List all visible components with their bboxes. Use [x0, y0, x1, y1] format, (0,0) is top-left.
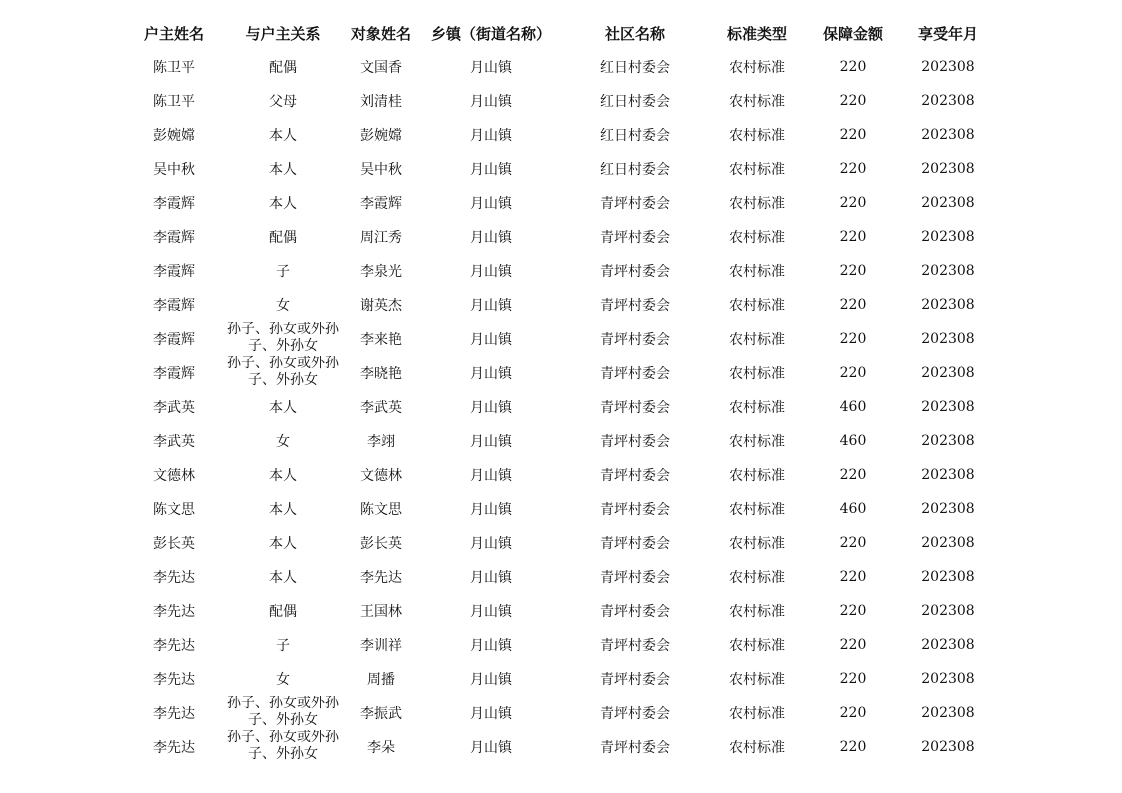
cell-recipient-name: 彭长英	[360, 536, 402, 552]
cell-benefit-month: 202308	[921, 637, 975, 653]
cell-township: 月山镇	[470, 570, 512, 586]
cell-township: 月山镇	[470, 536, 512, 552]
cell-community-name: 青坪村委会	[600, 332, 670, 348]
cell-householder-name: 李霞辉	[153, 196, 195, 212]
table-row	[128, 118, 1000, 152]
table-row	[128, 254, 1000, 288]
cell-relation-to-householder: 本人	[269, 570, 297, 586]
cell-benefit-amount: 220	[839, 161, 867, 177]
cell-relation-to-householder: 本人	[269, 196, 297, 212]
cell-relation-to-householder	[220, 730, 346, 764]
cell-relation-to-householder: 女	[276, 434, 290, 450]
cell-community-name: 青坪村委会	[600, 740, 670, 756]
table-row	[128, 50, 1000, 84]
cell-benefit-month: 202308	[921, 467, 975, 483]
cell-standard-type: 农村标准	[729, 672, 785, 688]
column-header-standard-type: 标准类型	[726, 24, 787, 43]
cell-standard-type: 农村标准	[729, 570, 785, 586]
cell-relation-to-householder: 女	[276, 298, 290, 314]
header-row	[128, 16, 1000, 50]
table-row	[128, 628, 1000, 662]
cell-township: 月山镇	[470, 60, 512, 76]
cell-standard-type: 农村标准	[729, 230, 785, 246]
cell-benefit-amount: 220	[839, 739, 867, 755]
cell-benefit-month: 202308	[921, 195, 975, 211]
cell-township: 月山镇	[470, 94, 512, 110]
cell-benefit-amount: 220	[839, 569, 867, 585]
cell-benefit-month: 202308	[921, 603, 975, 619]
cell-recipient-name: 李翊	[367, 434, 395, 450]
cell-benefit-amount: 460	[839, 399, 867, 415]
cell-township: 月山镇	[470, 400, 512, 416]
cell-benefit-month: 202308	[921, 501, 975, 517]
cell-householder-name: 李武英	[153, 400, 195, 416]
cell-benefit-month: 202308	[921, 705, 975, 721]
cell-householder-name: 李霞辉	[153, 298, 195, 314]
column-header-benefit-month: 享受年月	[917, 24, 978, 43]
cell-township: 月山镇	[470, 604, 512, 620]
cell-community-name: 青坪村委会	[600, 706, 670, 722]
cell-community-name: 青坪村委会	[600, 604, 670, 620]
cell-standard-type: 农村标准	[729, 366, 785, 382]
cell-householder-name: 陈文思	[153, 502, 195, 518]
cell-benefit-month: 202308	[921, 263, 975, 279]
table-row	[128, 560, 1000, 594]
table-row	[128, 84, 1000, 118]
cell-benefit-month: 202308	[921, 433, 975, 449]
table-row	[128, 424, 1000, 458]
cell-householder-name: 李先达	[153, 672, 195, 688]
table-row	[128, 288, 1000, 322]
cell-householder-name: 陈卫平	[153, 60, 195, 76]
cell-benefit-amount: 460	[839, 501, 867, 517]
cell-community-name: 红日村委会	[600, 60, 670, 76]
cell-community-name: 红日村委会	[600, 162, 670, 178]
cell-recipient-name: 王国林	[360, 604, 402, 620]
cell-householder-name: 李先达	[153, 604, 195, 620]
cell-householder-name: 李武英	[153, 434, 195, 450]
cell-recipient-name: 彭婉嫦	[360, 128, 402, 144]
cell-relation-to-householder: 子	[276, 638, 290, 654]
cell-benefit-amount: 220	[839, 93, 867, 109]
cell-township: 月山镇	[470, 706, 512, 722]
cell-standard-type: 农村标准	[729, 706, 785, 722]
cell-recipient-name: 李霞辉	[360, 196, 402, 212]
cell-recipient-name: 李来艳	[360, 332, 402, 348]
cell-recipient-name: 李武英	[360, 400, 402, 416]
cell-recipient-name: 文国香	[360, 60, 402, 76]
cell-householder-name: 彭婉嫦	[153, 128, 195, 144]
cell-standard-type: 农村标准	[729, 298, 785, 314]
cell-benefit-amount: 220	[839, 671, 867, 687]
cell-benefit-amount: 220	[839, 365, 867, 381]
cell-township: 月山镇	[470, 638, 512, 654]
cell-benefit-month: 202308	[921, 535, 975, 551]
cell-township: 月山镇	[470, 298, 512, 314]
cell-standard-type: 农村标准	[729, 264, 785, 280]
cell-recipient-name: 李振武	[360, 706, 402, 722]
cell-text: 孙子、孙女或外孙子、外孙女	[227, 356, 339, 387]
cell-benefit-month: 202308	[921, 671, 975, 687]
cell-township: 月山镇	[470, 332, 512, 348]
cell-benefit-month: 202308	[921, 59, 975, 75]
cell-relation-to-householder: 配偶	[269, 60, 297, 76]
cell-benefit-amount: 220	[839, 467, 867, 483]
cell-householder-name: 李霞辉	[153, 230, 195, 246]
cell-community-name: 青坪村委会	[600, 298, 670, 314]
cell-township: 月山镇	[470, 434, 512, 450]
cell-benefit-month: 202308	[921, 399, 975, 415]
cell-township: 月山镇	[470, 128, 512, 144]
cell-relation-to-householder	[220, 356, 346, 390]
assistance-roster-table	[128, 16, 1000, 764]
cell-relation-to-householder	[220, 696, 346, 730]
cell-benefit-month: 202308	[921, 127, 975, 143]
cell-householder-name: 李霞辉	[153, 332, 195, 348]
cell-township: 月山镇	[470, 162, 512, 178]
table-row	[128, 390, 1000, 424]
cell-benefit-month: 202308	[921, 161, 975, 177]
table-row	[128, 696, 1000, 730]
cell-community-name: 青坪村委会	[600, 536, 670, 552]
cell-relation-to-householder: 本人	[269, 502, 297, 518]
cell-benefit-amount: 220	[839, 331, 867, 347]
cell-community-name: 青坪村委会	[600, 196, 670, 212]
cell-householder-name: 彭长英	[153, 536, 195, 552]
cell-householder-name: 李霞辉	[153, 264, 195, 280]
column-header-recipient-name: 对象姓名	[350, 24, 411, 43]
table-row	[128, 186, 1000, 220]
cell-standard-type: 农村标准	[729, 60, 785, 76]
cell-recipient-name: 谢英杰	[360, 298, 402, 314]
cell-recipient-name: 李晓艳	[360, 366, 402, 382]
table-row	[128, 492, 1000, 526]
cell-benefit-amount: 220	[839, 603, 867, 619]
cell-householder-name: 陈卫平	[153, 94, 195, 110]
column-header-community-name: 社区名称	[604, 24, 665, 43]
cell-standard-type: 农村标准	[729, 400, 785, 416]
cell-standard-type: 农村标准	[729, 502, 785, 518]
cell-relation-to-householder: 本人	[269, 400, 297, 416]
cell-benefit-amount: 220	[839, 263, 867, 279]
cell-relation-to-householder: 配偶	[269, 230, 297, 246]
cell-community-name: 青坪村委会	[600, 638, 670, 654]
cell-benefit-amount: 220	[839, 637, 867, 653]
table-row	[128, 526, 1000, 560]
cell-relation-to-householder: 父母	[269, 94, 297, 110]
cell-community-name: 青坪村委会	[600, 502, 670, 518]
table-row	[128, 458, 1000, 492]
cell-standard-type: 农村标准	[729, 332, 785, 348]
cell-community-name: 青坪村委会	[600, 434, 670, 450]
cell-benefit-month: 202308	[921, 739, 975, 755]
cell-standard-type: 农村标准	[729, 638, 785, 654]
cell-recipient-name: 周江秀	[360, 230, 402, 246]
cell-relation-to-householder	[220, 322, 346, 356]
cell-householder-name: 吴中秋	[153, 162, 195, 178]
cell-householder-name: 李先达	[153, 706, 195, 722]
cell-benefit-amount: 220	[839, 705, 867, 721]
cell-householder-name: 文德林	[153, 468, 195, 484]
cell-benefit-amount: 220	[839, 535, 867, 551]
cell-householder-name: 李先达	[153, 638, 195, 654]
cell-community-name: 青坪村委会	[600, 230, 670, 246]
cell-benefit-month: 202308	[921, 569, 975, 585]
cell-standard-type: 农村标准	[729, 468, 785, 484]
column-header-relation-to-householder: 与户主关系	[245, 24, 321, 43]
cell-township: 月山镇	[470, 366, 512, 382]
cell-benefit-amount: 220	[839, 297, 867, 313]
table-row	[128, 356, 1000, 390]
cell-householder-name: 李先达	[153, 570, 195, 586]
cell-text: 孙子、孙女或外孙子、外孙女	[227, 696, 339, 727]
cell-benefit-month: 202308	[921, 229, 975, 245]
cell-recipient-name: 李泉光	[360, 264, 402, 280]
cell-recipient-name: 陈文思	[360, 502, 402, 518]
cell-recipient-name: 刘清桂	[360, 94, 402, 110]
cell-benefit-amount: 220	[839, 195, 867, 211]
table-row	[128, 322, 1000, 356]
cell-relation-to-householder: 女	[276, 672, 290, 688]
cell-standard-type: 农村标准	[729, 604, 785, 620]
cell-recipient-name: 李训祥	[360, 638, 402, 654]
cell-community-name: 红日村委会	[600, 128, 670, 144]
cell-relation-to-householder: 配偶	[269, 604, 297, 620]
table-row	[128, 662, 1000, 696]
cell-relation-to-householder: 本人	[269, 162, 297, 178]
column-header-benefit-amount: 保障金额	[822, 24, 883, 43]
cell-community-name: 红日村委会	[600, 94, 670, 110]
cell-recipient-name: 李朵	[367, 740, 395, 756]
cell-standard-type: 农村标准	[729, 196, 785, 212]
table-row	[128, 220, 1000, 254]
cell-householder-name: 李先达	[153, 740, 195, 756]
cell-community-name: 青坪村委会	[600, 570, 670, 586]
cell-community-name: 青坪村委会	[600, 468, 670, 484]
cell-benefit-amount: 460	[839, 433, 867, 449]
table-row	[128, 730, 1000, 764]
table-row	[128, 594, 1000, 628]
cell-standard-type: 农村标准	[729, 162, 785, 178]
cell-benefit-month: 202308	[921, 331, 975, 347]
column-header-township: 乡镇（街道名称）	[430, 24, 551, 43]
cell-householder-name: 李霞辉	[153, 366, 195, 382]
cell-standard-type: 农村标准	[729, 128, 785, 144]
cell-township: 月山镇	[470, 196, 512, 212]
cell-community-name: 青坪村委会	[600, 400, 670, 416]
cell-township: 月山镇	[470, 468, 512, 484]
cell-standard-type: 农村标准	[729, 94, 785, 110]
cell-relation-to-householder: 本人	[269, 128, 297, 144]
table-body	[128, 50, 1000, 764]
cell-township: 月山镇	[470, 672, 512, 688]
cell-standard-type: 农村标准	[729, 740, 785, 756]
table-row	[128, 152, 1000, 186]
cell-benefit-amount: 220	[839, 127, 867, 143]
cell-recipient-name: 李先达	[360, 570, 402, 586]
cell-standard-type: 农村标准	[729, 434, 785, 450]
cell-benefit-amount: 220	[839, 229, 867, 245]
cell-benefit-amount: 220	[839, 59, 867, 75]
cell-township: 月山镇	[470, 502, 512, 518]
cell-community-name: 青坪村委会	[600, 264, 670, 280]
cell-township: 月山镇	[470, 264, 512, 280]
cell-text: 孙子、孙女或外孙子、外孙女	[227, 730, 339, 761]
cell-benefit-month: 202308	[921, 297, 975, 313]
cell-community-name: 青坪村委会	[600, 366, 670, 382]
cell-recipient-name: 文德林	[360, 468, 402, 484]
cell-standard-type: 农村标准	[729, 536, 785, 552]
cell-text: 孙子、孙女或外孙子、外孙女	[227, 322, 339, 353]
cell-relation-to-householder: 子	[276, 264, 290, 280]
cell-relation-to-householder: 本人	[269, 536, 297, 552]
column-header-householder-name: 户主姓名	[143, 24, 204, 43]
cell-community-name: 青坪村委会	[600, 672, 670, 688]
cell-township: 月山镇	[470, 230, 512, 246]
cell-recipient-name: 周播	[367, 672, 395, 688]
cell-township: 月山镇	[470, 740, 512, 756]
cell-benefit-month: 202308	[921, 93, 975, 109]
cell-recipient-name: 吴中秋	[360, 162, 402, 178]
cell-benefit-month: 202308	[921, 365, 975, 381]
cell-relation-to-householder: 本人	[269, 468, 297, 484]
